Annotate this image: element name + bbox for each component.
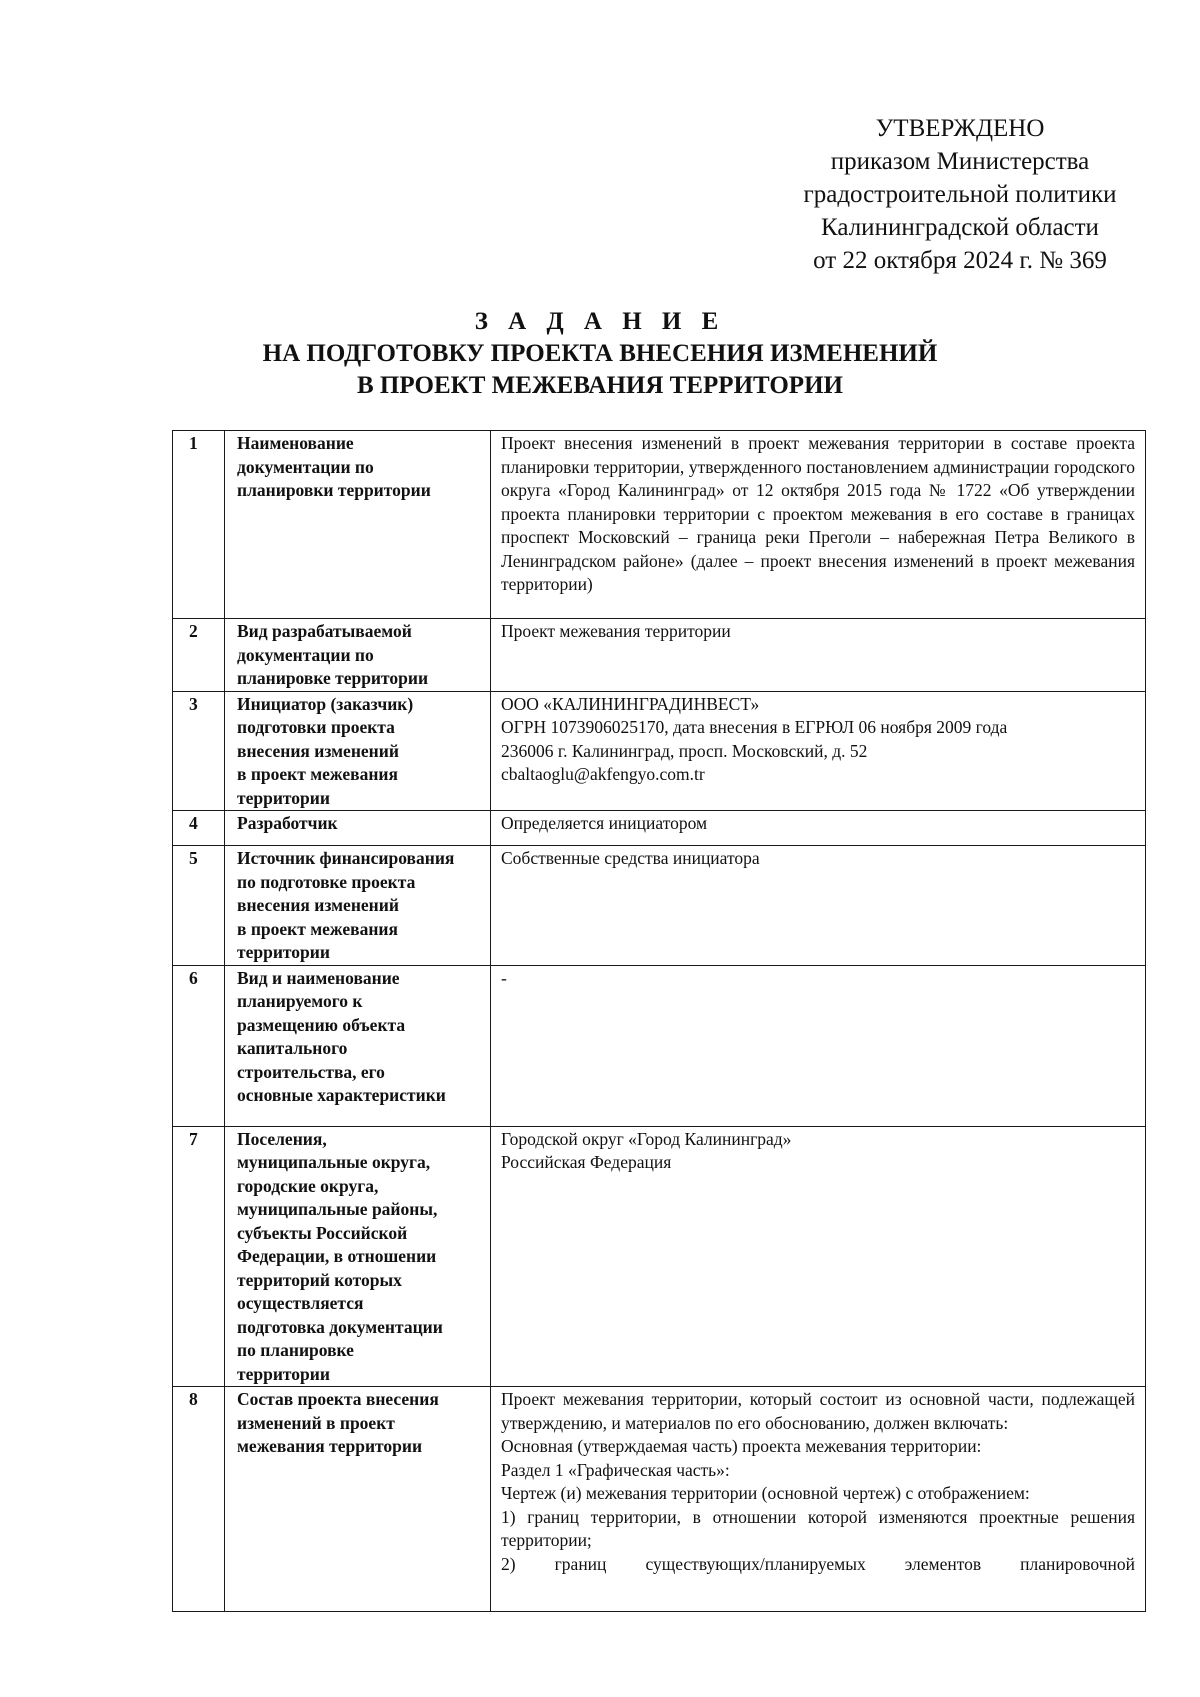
row-label: Разработчик — [225, 811, 491, 846]
composition-intro: Проект межевания территории, который состоит из основной части, подлежащей утверждению, и материалов по его обоснованию, должен включать: — [501, 1389, 1135, 1433]
approval-line: градостроительной политики — [803, 181, 1117, 208]
row-number: 5 — [173, 846, 225, 966]
document-heading — [0, 306, 1200, 402]
company-email: cbaltaoglu@akfengyo.com.tr — [501, 764, 705, 784]
task-table — [172, 430, 1146, 1612]
composition-item: Чертеж (и) межевания территории (основной чертеж) с отображением: — [501, 1483, 1030, 1503]
approval-title: УТВЕРЖДЕНО — [875, 115, 1045, 142]
row-label: Состав проекта внесения изменений в проект межевания территории — [225, 1387, 491, 1612]
table-row — [173, 619, 1146, 692]
row-number: 4 — [173, 811, 225, 846]
approval-date: от 22 октября 2024 г. № 369 — [813, 247, 1107, 274]
company-name: ООО «КАЛИНИНГРАДИНВЕСТ» — [501, 693, 760, 714]
row-value: Проект внесения изменений в проект межевания территории в составе проекта планировки территории, утвержденного постановлением администрации городского округа «Город Калининград» от 12 октября 2015 года № 1722 «Об утверждении проекта планировки территории с проектом межевания в его составе в границах проспект Московский – граница реки Преголи – набережная Петра Великого в Ленинградском районе» (далее – проект внесения изменений в проект межевания территории) — [491, 431, 1146, 619]
approval-line: приказом Министерства — [830, 148, 1090, 175]
composition-item: Основная (утверждаемая часть) проекта межевания территории: — [501, 1436, 982, 1456]
row-number: 7 — [173, 1126, 225, 1387]
row-number: 1 — [173, 431, 225, 619]
row-label: Инициатор (заказчик) подготовки проекта внесения изменений в проект межевания территории — [225, 691, 491, 811]
row-label: Источник финансирования по подготовке проекта внесения изменений в проект межевания территории — [225, 846, 491, 966]
table-row — [173, 431, 1146, 619]
row-value: - — [491, 965, 1146, 1126]
row-value — [491, 691, 1146, 811]
table-row — [173, 1126, 1146, 1387]
row-number: 8 — [173, 1387, 225, 1612]
heading-title: З А Д А Н И Е — [474, 308, 726, 335]
row-value: Определяется инициатором — [491, 811, 1146, 846]
composition-item: Раздел 1 «Графическая часть»: — [501, 1459, 730, 1480]
row-value: Городской округ «Город Калининград» Российская Федерация — [491, 1126, 1146, 1387]
row-value: Проект межевания территории — [491, 619, 1146, 692]
table-row — [173, 1387, 1146, 1612]
company-address: 236006 г. Калининград, просп. Московский, д. 52 — [501, 740, 868, 761]
row-label: Наименование документации по планировки территории — [225, 431, 491, 619]
heading-subtitle: НА ПОДГОТОВКУ ПРОЕКТА ВНЕСЕНИЯ ИЗМЕНЕНИЙ — [262, 340, 938, 367]
row-number: 6 — [173, 965, 225, 1126]
company-ogrn: ОГРН 1073906025170, дата внесения в ЕГРЮЛ 06 ноября 2009 года — [501, 717, 1008, 737]
composition-item: 2) границ существующих/планируемых элементов планировочной — [501, 1553, 1135, 1574]
composition-item: 1) границ территории, в отношении которой изменяются проектные решения территории; — [501, 1506, 1135, 1550]
table-row — [173, 811, 1146, 846]
row-label: Вид разрабатываемой документации по планировке территории — [225, 619, 491, 692]
table-row — [173, 691, 1146, 811]
row-number: 3 — [173, 691, 225, 811]
table-row — [173, 965, 1146, 1126]
row-number: 2 — [173, 619, 225, 692]
approval-line: Калининградской области — [821, 214, 1099, 241]
heading-subtitle: В ПРОЕКТ МЕЖЕВАНИЯ ТЕРРИТОРИИ — [357, 372, 843, 399]
approval-stamp — [770, 112, 1150, 277]
table-row — [173, 846, 1146, 966]
row-value — [491, 1387, 1146, 1612]
row-label: Поселения, муниципальные округа, городские округа, муниципальные районы, субъекты Российской Федерации, в отношении территорий которых осуществляется подготовка документации по планировке территории — [225, 1126, 491, 1387]
row-value: Собственные средства инициатора — [491, 846, 1146, 966]
row-label: Вид и наименование планируемого к размещению объекта капитального строительства, его основные характеристики — [225, 965, 491, 1126]
